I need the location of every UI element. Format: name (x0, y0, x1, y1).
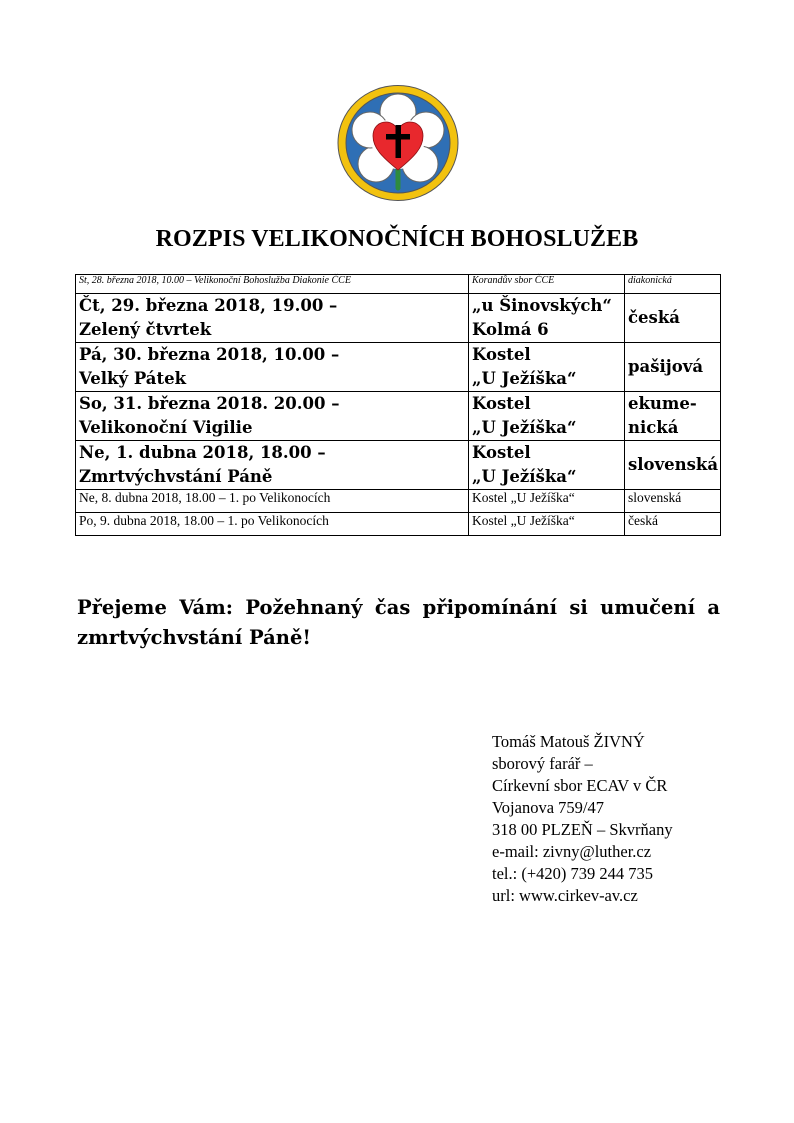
event-cell (76, 392, 469, 441)
place-line: „u Šinovských“ (472, 296, 612, 315)
event-cell (76, 275, 469, 294)
event-line: Velikonoční Vigilie (79, 418, 253, 437)
place-line: Kostel (472, 345, 531, 364)
signature-line: tel.: (+420) 739 244 735 (492, 864, 653, 883)
lang-cell (625, 441, 721, 490)
place-cell (469, 441, 625, 490)
signature-line: Tomáš Matouš ŽIVNÝ (492, 732, 645, 751)
lang-line: diakonická (628, 275, 672, 286)
event-cell (76, 490, 469, 513)
table-row (76, 294, 721, 343)
place-line: Kostel (472, 443, 531, 462)
table-row (76, 392, 721, 441)
schedule-table (75, 274, 721, 536)
event-cell (76, 513, 469, 536)
place-line: Korandův sbor ČCE (472, 275, 555, 286)
place-line: Kostel „U Ježíška“ (472, 513, 575, 528)
event-cell (76, 441, 469, 490)
place-line: Kostel „U Ježíška“ (472, 490, 575, 505)
signature-line: 318 00 PLZEŇ – Skvrňany (492, 820, 673, 839)
place-cell (469, 343, 625, 392)
lang-line: slovenská (628, 490, 682, 505)
lang-line: nická (628, 418, 679, 437)
lang-line: ekume- (628, 394, 697, 413)
event-line: St, 28. března 2018, 10.00 – Velikonoční Bohoslužba Diakonie ČCE (79, 275, 351, 286)
place-line: Kostel (472, 394, 531, 413)
place-line: „U Ježíška“ (472, 467, 577, 486)
event-line: Ne, 8. dubna 2018, 18.00 – 1. po Velikonocích (79, 490, 331, 505)
lang-cell (625, 392, 721, 441)
event-cell (76, 294, 469, 343)
place-line: „U Ježíška“ (472, 418, 577, 437)
table-row (76, 513, 721, 536)
signature-line: e-mail: zivny@luther.cz (492, 842, 652, 861)
signature-line: url: www.cirkev-av.cz (492, 886, 638, 905)
table-row (76, 490, 721, 513)
signature-line: Vojanova 759/47 (492, 798, 604, 817)
place-line: „U Ježíška“ (472, 369, 577, 388)
event-line: Pá, 30. března 2018, 10.00 – (79, 345, 340, 364)
page-title: ROZPIS VELIKONOČNÍCH BOHOSLUŽEB (155, 226, 639, 252)
lang-cell (625, 275, 721, 294)
place-cell (469, 294, 625, 343)
place-line: Kolmá 6 (472, 320, 549, 339)
lang-cell (625, 294, 721, 343)
table-row (76, 275, 721, 294)
place-cell (469, 490, 625, 513)
signature-block (492, 731, 673, 907)
lang-line: česká (628, 513, 658, 528)
place-cell (469, 275, 625, 294)
lang-line: česká (628, 308, 680, 327)
luther-rose-icon (337, 84, 459, 202)
lang-cell (625, 490, 721, 513)
wish-text: Přejeme Vám: Požehnaný čas připomínání si umučení a zmrtvýchvstání Páně! (77, 596, 720, 649)
table-row (76, 441, 721, 490)
event-line: Ne, 1. dubna 2018, 18.00 – (79, 443, 326, 462)
place-cell (469, 513, 625, 536)
signature-line: sborový farář – (492, 754, 593, 773)
table-row (76, 343, 721, 392)
lang-cell (625, 343, 721, 392)
place-cell (469, 392, 625, 441)
event-line: Čt, 29. března 2018, 19.00 – (79, 296, 338, 315)
event-line: Velký Pátek (79, 369, 187, 388)
event-line: So, 31. března 2018. 20.00 – (79, 394, 340, 413)
event-line: Zelený čtvrtek (79, 320, 212, 339)
lang-line: slovenská (628, 455, 719, 474)
event-line: Zmrtvýchvstání Páně (79, 467, 273, 486)
signature-line: Církevní sbor ECAV v ČR (492, 776, 668, 795)
event-line: Po, 9. dubna 2018, 18.00 – 1. po Velikonocích (79, 513, 329, 528)
event-cell (76, 343, 469, 392)
lang-line: pašijová (628, 357, 704, 376)
lang-cell (625, 513, 721, 536)
